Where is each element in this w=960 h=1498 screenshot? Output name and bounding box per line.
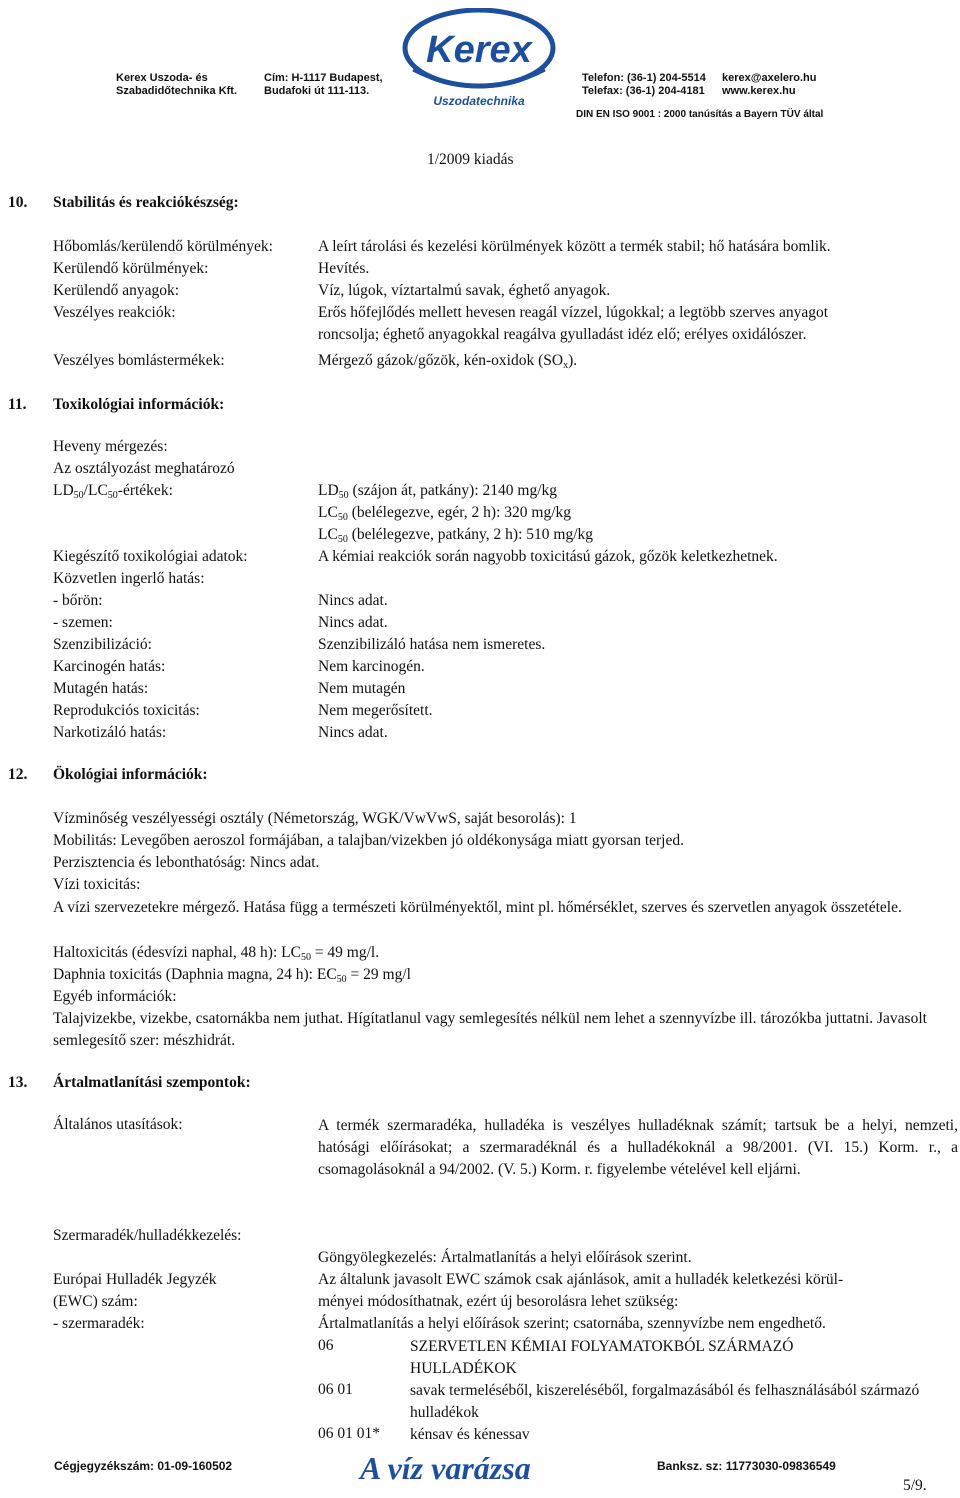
fish-toxicity: Haltoxicitás (édesvízi naphal, 48 h): $LC_{50} = 49$ mg/l. bbox=[53, 944, 380, 963]
s10-value: Mérgező gázok/gőzök, kén-oxidok $(SO_x)$. bbox=[318, 352, 578, 371]
tox-value: Nem megerősített. bbox=[318, 702, 433, 719]
tox-value: Nem mutagén bbox=[318, 680, 406, 697]
tox-label: Közvetlen ingerlő hatás: bbox=[53, 570, 205, 587]
acute-label: Heveny mérgezés: bbox=[53, 438, 168, 455]
section-11-title: Toxikológiai információk: bbox=[53, 396, 225, 413]
ewc-code: 06 bbox=[318, 1337, 334, 1354]
s10-value: roncsolja; éghető anyagokkal reagálva gyulladást idéz elő; erélyes oxidálószer. bbox=[318, 326, 807, 343]
tox-label: Szenzibilizáció: bbox=[53, 636, 152, 653]
eco-paragraph: Talajvizekbe, vizekbe, csatornákba nem juthat. Hígítatlanul vagy semlegesítés nélkül nem lehet a szennyvízbe ill. tározókba juttatni. Javasolt semlegesítő szer: mészhidrát. bbox=[53, 1010, 927, 1049]
ewc-description: kénsav és kénessav bbox=[410, 1426, 530, 1443]
svg-text:Uszodatechnika: Uszodatechnika bbox=[433, 94, 525, 108]
eco-line: Vízminőség veszélyességi osztály (Németország, WGK/VwVwS, saját besorolás): 1 bbox=[53, 810, 577, 827]
tox-value: Nincs adat. bbox=[318, 592, 388, 609]
section-11-number: 11. bbox=[8, 396, 27, 413]
iso-certification: DIN EN ISO 9001 : 2000 tanúsítás a Bayern TÜV által bbox=[576, 109, 824, 120]
s10-label: Kerülendő körülmények: bbox=[53, 260, 209, 277]
ewc-label: Európai Hulladék Jegyzék bbox=[53, 1271, 217, 1288]
kerex-logo bbox=[399, 8, 559, 112]
edition: 1/2009 kiadás bbox=[427, 151, 514, 168]
tox-label: Narkotizáló hatás: bbox=[53, 724, 167, 741]
general-value: A termék szermaradéka, hulladéka is veszélyes hulladéknak számít; tartsuk be a helyi, nemzeti, hatósági előírásokat; a szermaradéknál és a hulladékoknál a 98/2001. (VI. 15.) Korm. r., a csomagolásoknál a 94/2002. (V. 5.) Korm. r. figyelembe vételével kell eljárni. bbox=[318, 1117, 958, 1178]
waste-label: Szermaradék/hulladékkezelés: bbox=[53, 1227, 242, 1244]
general-label: Általános utasítások: bbox=[53, 1116, 183, 1133]
company-contact: kerex@axelero.hu www.kerex.hu bbox=[722, 72, 817, 97]
daphnia-toxicity: Daphnia toxicitás (Daphnia magna, 24 h): $EC_{50} = 29$ mg/l bbox=[53, 966, 411, 985]
eco-paragraph: A vízi szervezetekre mérgező. Hatása függ a természeti körülményektől, mint pl. hőmérséklet, szerves és szervetlen anyagok összetétele. bbox=[53, 899, 902, 916]
s10-label: Hőbomlás/kerülendő körülmények: bbox=[53, 238, 273, 255]
section-12-title: Ökológiai információk: bbox=[53, 766, 208, 783]
ewc-label: (EWC) szám: bbox=[53, 1293, 138, 1310]
section-13-title: Ártalmatlanítási szempontok: bbox=[53, 1074, 251, 1091]
section-10-title: Stabilitás és reakciókészség: bbox=[53, 194, 239, 211]
classif-label: Az osztályozást meghatározó bbox=[53, 460, 235, 477]
ewc-code: 06 01 bbox=[318, 1381, 353, 1398]
bank-account: Banksz. sz: 11773030-09836549 bbox=[657, 1459, 836, 1473]
slogan: A víz varázsa bbox=[360, 1450, 531, 1486]
ewc-label: - szermaradék: bbox=[53, 1315, 145, 1332]
company-address: Cím: H-1117 Budapest, Budafoki út 111-113. bbox=[264, 72, 383, 97]
tox-value: Szenzibilizáló hatása nem ismeretes. bbox=[318, 636, 546, 653]
lc-value: $LC_{50}$ (belélegezve, patkány, 2 h): 510 mg/kg bbox=[318, 526, 594, 545]
section-12-number: 12. bbox=[8, 766, 28, 783]
section-13-number: 13. bbox=[8, 1074, 28, 1091]
tox-value: Nincs adat. bbox=[318, 724, 388, 741]
company-name: Kerex Uszoda- és Szabadidőtechnika Kft. bbox=[116, 72, 238, 97]
svg-text:Kerex: Kerex bbox=[426, 29, 532, 71]
tox-label: Karcinogén hatás: bbox=[53, 658, 166, 675]
eco-line: Egyéb információk: bbox=[53, 988, 177, 1005]
s10-value: A leírt tárolási és kezelési körülmények között a termék stabil; hő hatására bomlik. bbox=[318, 238, 831, 255]
eco-line: Perzisztencia és lebonthatóság: Nincs adat. bbox=[53, 854, 320, 871]
ewc-description: SZERVETLEN KÉMIAI FOLYAMATOKBÓL SZÁRMAZÓ HULLADÉKOK bbox=[410, 1338, 794, 1377]
tox-label: - bőrön: bbox=[53, 592, 103, 609]
tox-value: Nem karcinogén. bbox=[318, 658, 425, 675]
tox-label: Reprodukciós toxicitás: bbox=[53, 702, 200, 719]
ewc-note: Ártalmatlanítás a helyi előírások szerint; csatornába, szennyvízbe nem engedhető. bbox=[318, 1315, 826, 1332]
ewc-description: savak termeléséből, kiszereléséből, forgalmazásából és felhasználásából származó hulladékok bbox=[410, 1382, 920, 1421]
tox-value: A kémiai reakciók során nagyobb toxicitású gázok, gőzök keletkezhetnek. bbox=[318, 548, 778, 565]
ewc-code: 06 01 01* bbox=[318, 1425, 380, 1442]
s10-value: Víz, lúgok, víztartalmú savak, éghető anyagok. bbox=[318, 282, 611, 299]
eco-line: Vízi toxicitás: bbox=[53, 876, 141, 893]
page-number: 5/9. bbox=[903, 1477, 927, 1494]
ewc-note: ményei módosíthatnak, ezért új besorolásra lehet szükség: bbox=[318, 1293, 679, 1310]
ld-lc-label: $LD_{50}/LC_{50}$-értékek: bbox=[53, 482, 173, 501]
ld-value: $LD_{50}$ (szájon át, patkány): 2140 mg/kg bbox=[318, 482, 558, 501]
packaging-value: Göngyölegkezelés: Ártalmatlanítás a helyi előírások szerint. bbox=[318, 1249, 692, 1266]
lc-value: $LC_{50}$ (belélegezve, egér, 2 h): 320 mg/kg bbox=[318, 504, 571, 523]
s10-label: Kerülendő anyagok: bbox=[53, 282, 180, 299]
section-10-number: 10. bbox=[8, 194, 28, 211]
s10-label: Veszélyes bomlástermékek: bbox=[53, 352, 225, 369]
tox-label: Mutagén hatás: bbox=[53, 680, 149, 697]
tox-label: Kiegészítő toxikológiai adatok: bbox=[53, 548, 248, 565]
s10-value: Hevítés. bbox=[318, 260, 370, 277]
tox-label: - szemen: bbox=[53, 614, 113, 631]
s10-label: Veszélyes reakciók: bbox=[53, 304, 176, 321]
ewc-note: Az általunk javasolt EWC számok csak ajánlások, amit a hulladék keletkezési körül- bbox=[318, 1271, 844, 1288]
s10-value: Erős hőfejlődés mellett hevesen reagál vízzel, lúgokkal; a legtöbb szerves anyagot bbox=[318, 304, 829, 321]
eco-line: Mobilitás: Levegőben aeroszol formájában, a talajban/vizekben jó oldékonysága miatt gyorsan terjed. bbox=[53, 832, 684, 849]
company-registration: Cégjegyzékszám: 01-09-160502 bbox=[54, 1459, 233, 1473]
tox-value: Nincs adat. bbox=[318, 614, 388, 631]
company-phone-fax: Telefon: (36-1) 204-5514 Telefax: (36-1) 204-4181 bbox=[582, 72, 706, 97]
